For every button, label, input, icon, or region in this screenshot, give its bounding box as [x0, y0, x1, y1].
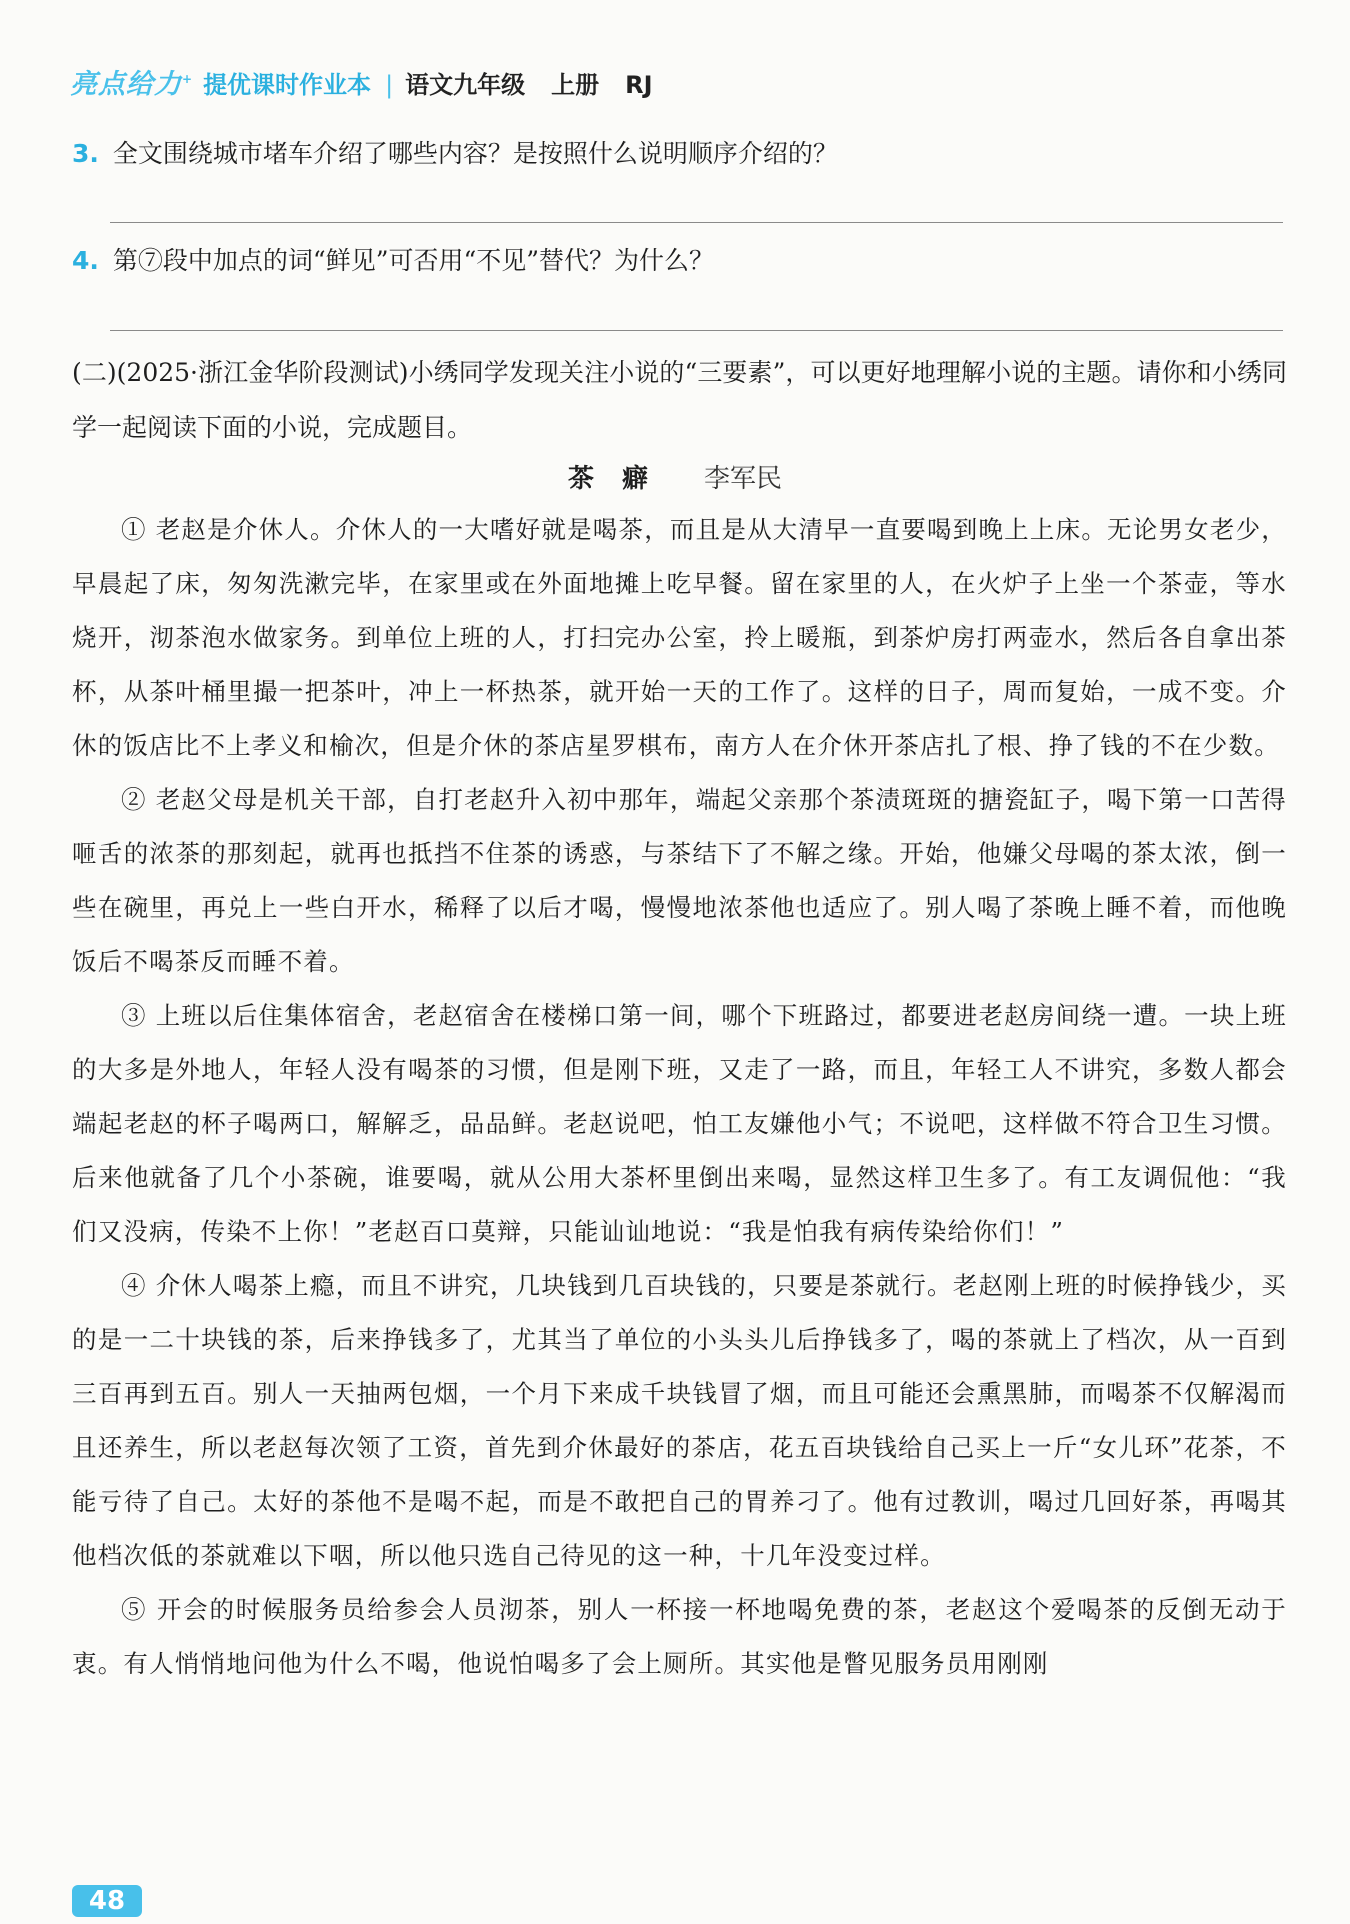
- volume: 上册: [551, 71, 600, 99]
- story-title-row: [0, 458, 1350, 495]
- series-title: 提优课时作业本: [203, 71, 372, 99]
- section-intro: (二)(2025·浙江金华阶段测试)小绣同学发现关注小说的“三要素”，可以更好地理解小说的主题。请你和小绣同学一起阅读下面的小说，完成题目。: [72, 358, 1287, 442]
- paragraph-4: ④ 介休人喝茶上瘾，而且不讲究，几块钱到几百块钱的，只要是茶就行。老赵刚上班的时候挣钱少，买的是一二十块钱的茶，后来挣钱多了，尤其当了单位的小头头儿后挣钱多了，喝的茶就上了档次，从一百到三百再到五百。别人一天抽两包烟，一个月下来成千块钱冒了烟，而且可能还会熏黑肺，而喝茶不仅解渴而且还养生，所以老赵每次领了工资，首先到介休最好的茶店，花五百块钱给自己买上一斤“女儿环”花茶，不能亏待了自己。太好的茶他不是喝不起，而是不敢把自己的胃养刁了。他有过教训，喝过几回好茶，再喝其他档次低的茶就难以下咽，所以他只选自己待见的这一种，十几年没变过样。: [72, 1271, 1287, 1570]
- page-header: [70, 62, 653, 101]
- subject-grade: 语文九年级: [405, 71, 526, 99]
- story-title: 茶癖: [567, 464, 676, 494]
- answer-line-3[interactable]: [110, 222, 1283, 223]
- question-text: 第⑦段中加点的词“鲜见”可否用“不见”替代？为什么？: [112, 246, 715, 275]
- page-number-badge: 48: [72, 1885, 142, 1917]
- header-separator: |: [385, 71, 394, 99]
- paragraph-3: ③ 上班以后住集体宿舍，老赵宿舍在楼梯口第一间，哪个下班路过，都要进老赵房间绕一遭。一块上班的大多是外地人，年轻人没有喝茶的习惯，但是刚下班，又走了一路，而且，年轻工人不讲究，多数人都会端起老赵的杯子喝两口，解解乏，品品鲜。老赵说吧，怕工友嫌他小气；不说吧，这样做不符合卫生习惯。后来他就备了几个小茶碗，谁要喝，就从公用大茶杯里倒出来喝，显然这样卫生多了。有工友调侃他：“我们又没病，传染不上你！”老赵百口莫辩，只能讪讪地说：“我是怕我有病传染给你们！”: [72, 1001, 1287, 1246]
- question-text: 全文围绕城市堵车介绍了哪些内容？是按照什么说明顺序介绍的？: [112, 139, 838, 168]
- question-number: 3.: [72, 139, 99, 168]
- question-3: [72, 136, 838, 172]
- paragraph-1: ① 老赵是介休人。介休人的一大嗜好就是喝茶，而且是从大清早一直要喝到晚上上床。无论男女老少，早晨起了床，匆匆洗漱完毕，在家里或在外面地摊上吃早餐。留在家里的人，在火炉子上坐一个茶壶，等水烧开，沏茶泡水做家务。到单位上班的人，打扫完办公室，拎上暖瓶，到茶炉房打两壶水，然后各自拿出茶杯，从茶叶桶里撮一把茶叶，冲上一杯热茶，就开始一天的工作了。这样的日子，周而复始，一成不变。介休的饭店比不上孝义和榆次，但是介休的茶店星罗棋布，南方人在介休开茶店扎了根、挣了钱的不在少数。: [72, 515, 1287, 760]
- edition: RJ: [625, 71, 653, 99]
- answer-line-4[interactable]: [110, 330, 1283, 331]
- question-number: 4.: [72, 246, 99, 275]
- story-author: 李军民: [704, 464, 783, 494]
- question-4: [72, 243, 714, 279]
- paragraph-2: ② 老赵父母是机关干部，自打老赵升入初中那年，端起父亲那个茶渍斑斑的搪瓷缸子，喝下第一口苦得咂舌的浓茶的那刻起，就再也抵挡不住茶的诱惑，与茶结下了不解之缘。开始，他嫌父母喝的茶太浓，倒一些在碗里，再兑上一些白开水，稀释了以后才喝，慢慢地浓茶他也适应了。别人喝了茶晚上睡不着，而他晚饭后不喝茶反而睡不着。: [72, 785, 1287, 976]
- paragraph-5: ⑤ 开会的时候服务员给参会人员沏茶，别人一杯接一杯地喝免费的茶，老赵这个爱喝茶的反倒无动于衷。有人悄悄地问他为什么不喝，他说怕喝多了会上厕所。其实他是瞥见服务员用刚刚: [72, 1595, 1287, 1678]
- story-body: [72, 503, 1287, 1691]
- brand-logo: 亮点给力+: [70, 69, 194, 100]
